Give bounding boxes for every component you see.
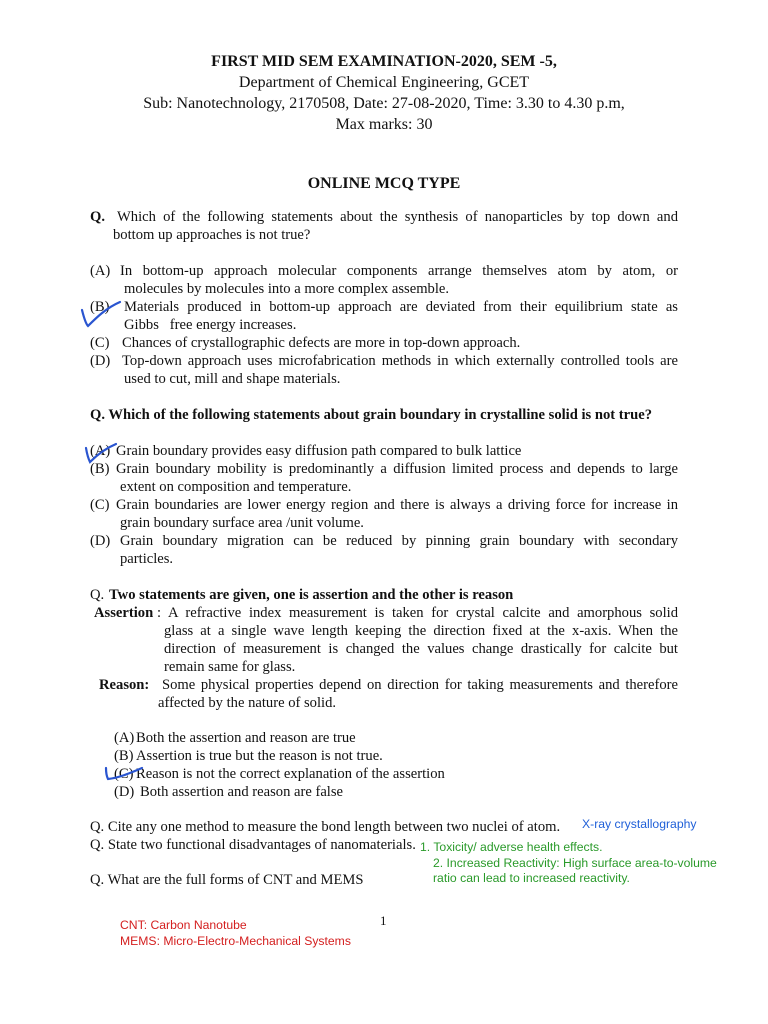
- q1-option-b-line2: Gibbs free energy increases.: [124, 317, 297, 333]
- q1-option-d-line2: used to cut, mill and shape materials.: [124, 371, 341, 387]
- q2-text: Q. Which of the following statements about grain boundary in crystalline solid is not true?: [90, 407, 653, 423]
- assertion-line3: direction of measurement is changed the values change drastically for calcite but: [164, 641, 678, 657]
- q1-text-line2: bottom up approaches is not true?: [113, 227, 311, 243]
- exam-title: FIRST MID SEM EXAMINATION-2020, SEM -5,: [211, 53, 557, 70]
- q1-option-c-label: (C): [90, 335, 110, 351]
- q5-answer-line2: 2. Increased Reactivity: High surface area-to-volume: [433, 856, 717, 870]
- q3-option-d-label: (D): [114, 784, 135, 800]
- reason-line1: Some physical properties depend on direction for taking measurements and therefore: [162, 677, 678, 693]
- q1-option-c-line1: Chances of crystallographic defects are more in top-down approach.: [122, 335, 521, 351]
- answer-tick-icon: [98, 760, 148, 784]
- assertion-line2: glass at a single wave length keeping the direction fixed at the x-axis. When the: [164, 623, 678, 639]
- q3-option-a-label: (A): [114, 730, 135, 746]
- q2-option-c-line2: grain boundary surface area /unit volume.: [120, 515, 364, 531]
- q1-option-a-line1: In bottom-up approach molecular components arrange themselves atom by atom, or: [120, 263, 678, 279]
- q2-option-a-line1: Grain boundary provides easy diffusion path compared to bulk lattice: [116, 443, 522, 459]
- q6-answer-line1: CNT: Carbon Nanotube: [120, 918, 247, 932]
- q2-option-d-label: (D): [90, 533, 111, 549]
- q3-option-c-label: (C): [114, 766, 134, 782]
- q3-option-c-text: Reason is not the correct explanation of the assertion: [136, 766, 445, 782]
- q1-option-a-label: (A): [90, 263, 111, 279]
- assertion-line1: : A refractive index measurement is taken for crystal calcite and amorphous solid: [157, 605, 678, 621]
- reason-line2: affected by the nature of solid.: [158, 695, 337, 711]
- q1-text-line1: Which of the following statements about the synthesis of nanoparticles by top down and: [117, 209, 678, 225]
- q3-option-a-text: Both the assertion and reason are true: [136, 730, 356, 746]
- q1-option-b-label: (B): [90, 299, 110, 315]
- department: Department of Chemical Engineering, GCET: [238, 74, 530, 91]
- assertion-label: Assertion: [94, 605, 154, 621]
- q5-text: Q. State two functional disadvantages of nanomaterials.: [90, 837, 416, 853]
- q3-option-d-text: Both assertion and reason are false: [140, 784, 344, 800]
- answer-tick-icon: [74, 296, 124, 330]
- q1-option-b-line1: Materials produced in bottom-up approach are deviated from their equilibrium state as: [124, 299, 678, 315]
- q4-answer: X-ray crystallography: [582, 817, 697, 831]
- q3-option-b-label: (B): [114, 748, 134, 764]
- q4-text: Q. Cite any one method to measure the bond length between two nuclei of atom.: [90, 819, 561, 835]
- q1-prefix: Q.: [90, 209, 105, 225]
- assertion-line4: remain same for glass.: [164, 659, 296, 675]
- max-marks: Max marks: 30: [335, 116, 433, 133]
- section-title: ONLINE MCQ TYPE: [307, 175, 461, 192]
- q1-option-a-line2: molecules by molecules into a more complex assemble.: [124, 281, 450, 297]
- page-number: 1: [380, 913, 387, 928]
- q1-option-d-label: (D): [90, 353, 111, 369]
- q3-option-b-text: Assertion is true but the reason is not true.: [136, 748, 383, 764]
- q2-option-c-label: (C): [90, 497, 110, 513]
- q6-answer-line2: MEMS: Micro-Electro-Mechanical Systems: [120, 934, 351, 948]
- q2-option-c-line1: Grain boundaries are lower energy region and there is always a driving force for increase in: [116, 497, 678, 513]
- q2-option-d-line2: particles.: [120, 551, 174, 567]
- q2-option-d-line1: Grain boundary migration can be reduced by pinning grain boundary with secondary: [120, 533, 678, 549]
- q2-option-a-label: (A): [90, 443, 111, 459]
- reason-label: Reason:: [99, 677, 150, 693]
- subject-line: Sub: Nanotechnology, 2170508, Date: 27-08-2020, Time: 3.30 to 4.30 p.m,: [143, 95, 625, 112]
- q5-answer-line1: 1. Toxicity/ adverse health effects.: [420, 840, 603, 854]
- q1-option-d-line1: Top-down approach uses microfabrication methods in which externally controlled tools are: [122, 353, 678, 369]
- q2-option-b-line1: Grain boundary mobility is predominantly a diffusion limited process and depends to large: [116, 461, 678, 477]
- q2-option-b-label: (B): [90, 461, 110, 477]
- q6-text: Q. What are the full forms of CNT and MEMS: [90, 872, 364, 888]
- q2-option-b-line2: extent on composition and temperature.: [120, 479, 352, 495]
- answer-tick-icon: [78, 440, 122, 466]
- q3-title: Two statements are given, one is assertion and the other is reason: [109, 587, 514, 603]
- q5-answer-line3: ratio can lead to increased reactivity.: [433, 871, 630, 885]
- q3-prefix: Q.: [90, 587, 105, 603]
